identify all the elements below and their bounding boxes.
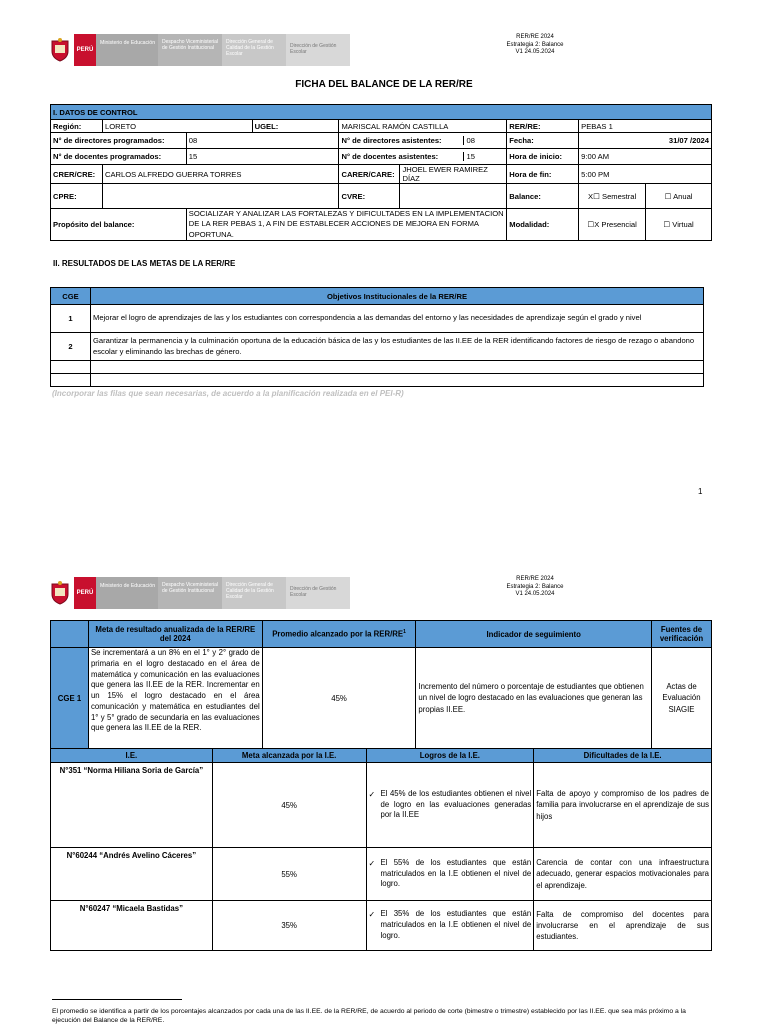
directors-attended: 08 [466,136,475,145]
empty-cell [51,361,91,374]
general-direction-label: Dirección General de Calidad de la Gestión Escolar [222,577,286,609]
cvre-value [400,184,506,208]
footnote-divider [52,999,182,1000]
general-direction-label: Dirección General de Calidad de la Gestión Escolar [222,34,286,66]
ugel-value: MARISCAL RAMÓN CASTILLA [339,120,507,133]
ie-header: I.E. [51,749,213,763]
cge-number: 2 [51,333,91,361]
start-time: 9:00 AM [579,149,712,165]
results-table [50,620,712,951]
meta-header: Meta de resultado anualizada de la RER/RE del 2024 [88,621,262,648]
semestral-checkbox[interactable]: X☐ Semestral [579,184,646,209]
average-value: 45% [262,648,416,749]
ie-difficulty: Falta de apoyo y compromiso de los padres de familia para involucrarse en el aprendizaje de sus hijos [534,763,712,848]
document-version: RER/RE 2024 Estrategia 2: Balance V1 24.05.2024 [506,34,564,55]
teachers-attended: 15 [466,152,475,161]
vice-ministry-label: Despacho Viceministerial de Gestión Institucional [158,577,222,609]
ie-difficulty: Falta de compromiso del docentes para involucrarse en el aprendizaje de sus estudiantes. [534,901,712,951]
objectives-table [50,287,704,387]
indicator-text: Incremento del número o porcentaje de estudiantes que obtienen un nivel de logro destacado en las evaluaciones que generan las propias II.EE. [416,648,652,749]
header-logos [50,34,350,66]
indicator-header: Indicador de seguimiento [416,621,652,648]
directors-programmed: 08 [186,133,339,149]
difficulties-header: Dificultades de la I.E. [534,749,712,763]
empty-cell [91,374,704,387]
objective-text: Garantizar la permanencia y la culminación oportuna de la educación básica de las y los estudiantes de las II.EE de la RER identificando factores de riesgo de rezago o abandono escolar y eliminando las brechas de género. [91,333,704,361]
header-logos [50,577,350,609]
rer-value: PEBAS 1 [579,120,712,133]
document-version: RER/RE 2024 Estrategia 2: Balance V1 24.05.2024 [506,576,564,597]
section-2-title: II. RESULTADOS DE LAS METAS DE LA RER/RE [53,259,236,268]
section-1-title: I. DATOS DE CONTROL [51,105,712,120]
achievements-header: Logros de la I.E. [366,749,534,763]
rows-note: (Incorporar las filas que sean necesarias, de acuerdo a la planificación realizada en el PEI-R) [52,389,404,398]
ie-achievement: ✓ El 35% de los estudiantes que están matriculados en la I.E obtienen el nivel de logro. [369,909,532,942]
sources-text: Actas de Evaluación SIAGIE [651,648,711,749]
sources-header: Fuentes de verificación [651,621,711,648]
page-number: 1 [698,487,703,496]
meta-text: Se incrementará a un 8% en el 1° y 2° grado de primaria en el logro destacado en el área de matemática y comunicación en las evaluaciones que genera las II.EE de la RER. Incrementar en un 15% el logro destacado en el área comunicación y matemática en estudiantes del 1° y 5° grado de secundaria en las evaluaciones que genera las II.EE de la RER. [88,648,262,749]
empty-cell [51,374,91,387]
objectives-header: Objetivos Institucionales de la RER/RE [91,288,704,305]
coat-of-arms-icon [50,38,70,62]
presencial-checkbox[interactable]: ☐X Presencial [579,209,646,241]
ie-meta: 55% [212,848,366,901]
purpose-text: SOCIALIZAR Y ANALIZAR LAS FORTALEZAS Y DIFICULTADES EN LA IMPLEMENTACION DE LA RER PEBAS 1, A FIN DE ESTABLECER ACCIONES DE MEJORA EN FORMA OPORTUNA. [186,209,506,241]
cpre-value [102,184,338,209]
ie-name: N°351 “Norma Hiliana Soria de García” [51,763,213,848]
page-title: FICHA DEL BALANCE DE LA RER/RE [295,79,473,90]
ministry-label: Ministerio de Educación [96,34,158,66]
end-time: 5:00 PM [579,165,712,184]
coat-of-arms-icon [50,581,70,605]
cge-header: CGE [51,288,91,305]
direction-label: Dirección de Gestión Escolar [286,577,350,609]
ie-meta: 35% [212,901,366,951]
crer-value: CARLOS ALFREDO GUERRA TORRES [102,165,338,184]
ministry-label: Ministerio de Educación [96,577,158,609]
region-value: LORETO [102,120,252,133]
date-value: 31/07 /2024 [579,133,712,149]
peru-badge: PERÚ [74,34,96,66]
ie-achievement: ✓ El 45% de los estudiantes obtienen el nivel de logro en las evaluaciones generadas por la II.EE [369,789,532,822]
teachers-programmed: 15 [186,149,339,165]
footnote-text: El promedio se identifica a partir de los porcentajes alcanzados por cada una de las II.EE. de la RER/RE, de acuerdo al periodo de corte (bimestre o trimestre) establecido por las II.EE. que sea más próximo a la ejecución del Balance de la RER/RE. [52,1008,686,1025]
ie-meta: 45% [212,763,366,848]
ie-name: N°60247 “Micaela Bastidas” [51,901,213,951]
objective-text: Mejorar el logro de aprendizajes de las y los estudiantes con correspondencia a las demandas del entorno y las necesidades de aprendizaje según el grado y nivel [91,305,704,333]
anual-checkbox[interactable]: ☐ Anual [646,184,712,209]
empty-cell [91,361,704,374]
vice-ministry-label: Despacho Viceministerial de Gestión Institucional [158,34,222,66]
peru-badge: PERÚ [74,577,96,609]
virtual-checkbox[interactable]: ☐ Virtual [646,209,712,241]
control-data-table: I. DATOS DE CONTROL Región: LORETO UGEL: MARISCAL RAMÓN CASTILLA RER/RE: PEBAS 1 N° de directores programados: 08 N° de directores asistentes: 08 Fecha: 31/07 /2024 N° de docentes programados: 15 N° de docentes asistentes: 15 Hora de inicio: 9:00 AM CRER/CRE: CARLOS ALFREDO GUERRA TORRES CARER/CARE: JHOEL EWER RAMIREZ DÍAZ Hora de fin: 5:00 PM CPRE: CVRE: Balance: X☐ Semestral ☐ Anual Propósito del balance: SOCIALIZAR Y ANALIZAR LAS FORTALEZAS Y DIFICULTADES EN LA IMPLEMENTACION DE LA RER PEBAS 1, A FIN DE ESTABLECER ACCIONES DE MEJORA EN FORMA OPORTUNA. Modalidad: ☐X Presencial ☐ Virtual [50,104,712,241]
direction-label: Dirección de Gestión Escolar [286,34,350,66]
ie-meta-header: Meta alcanzada por la I.E. [212,749,366,763]
carer-value: JHOEL EWER RAMIREZ DÍAZ [402,165,488,183]
ie-name: N°60244 “Andrés Avelino Cáceres” [51,848,213,901]
average-header: Promedio alcanzado por la RER/$RE^1$ [262,621,416,648]
ie-achievement: ✓ El 55% de los estudiantes que están matriculados en la I.E obtienen el nivel de logro. [369,858,532,891]
ie-difficulty: Carencia de contar con una infraestructura adecuado, generar espacios motivacionales para el aprendizaje. [534,848,712,901]
cge-number: 1 [51,305,91,333]
cge-label: CGE 1 [51,648,89,749]
